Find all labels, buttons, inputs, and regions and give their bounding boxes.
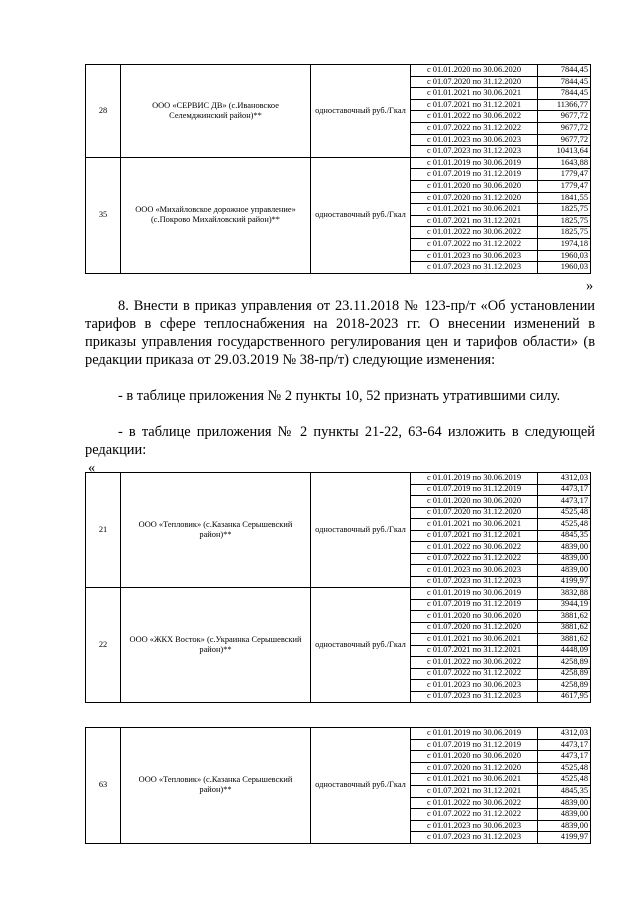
tariff-value-cell: 3832,88 [538,588,591,600]
period-cell: с 01.07.2021 по 31.12.2021 [411,785,538,797]
period-cell: с 01.01.2020 по 30.06.2020 [411,611,538,623]
organization-name: ООО «Михайловское дорожное управление» (с.Покрово Михайловский район)** [121,157,311,273]
tariff-value-cell: 4473,17 [538,751,591,763]
tariff-value-cell: 1779,47 [538,180,591,192]
tariff-value-cell: 4258,89 [538,657,591,669]
tariff-value-cell: 4839,00 [538,797,591,809]
tariff-type: одноставочный руб./Гкал [311,588,411,703]
period-cell: с 01.01.2023 по 30.06.2023 [411,565,538,577]
tariff-value-cell: 1841,55 [538,192,591,204]
tariff-value-cell: 1825,75 [538,215,591,227]
period-cell: с 01.01.2023 по 30.06.2023 [411,680,538,692]
tariff-value-cell: 1960,03 [538,262,591,274]
period-cell: с 01.01.2022 по 30.06.2022 [411,227,538,239]
period-cell: с 01.07.2023 по 31.12.2023 [411,832,538,844]
tariff-value-cell: 4312,03 [538,728,591,740]
tariff-row [86,728,591,740]
tariff-value-cell: 7844,45 [538,76,591,88]
period-cell: с 01.07.2019 по 31.12.2019 [411,599,538,611]
tariff-value-cell: 4845,35 [538,530,591,542]
tariff-value-cell: 4525,48 [538,507,591,519]
tariff-value-cell: 4258,89 [538,668,591,680]
period-cell: с 01.01.2019 по 30.06.2019 [411,157,538,169]
tariff-table-middle [85,472,591,703]
organization-name: ООО «Тепловик» (с.Казанка Серышевский район)** [121,473,311,588]
period-cell: с 01.07.2020 по 31.12.2020 [411,762,538,774]
tariff-table-top [85,64,591,274]
period-cell: с 01.01.2020 по 30.06.2020 [411,180,538,192]
tariff-value-cell: 9677,72 [538,122,591,134]
tariff-value-cell: 4839,00 [538,820,591,832]
tariff-row [86,157,591,169]
tariff-value-cell: 1825,75 [538,227,591,239]
period-cell: с 01.07.2022 по 31.12.2022 [411,238,538,250]
period-cell: с 01.07.2019 по 31.12.2019 [411,739,538,751]
period-cell: с 01.07.2020 по 31.12.2020 [411,507,538,519]
tariff-value-cell: 4617,95 [538,691,591,703]
tariff-value-cell: 3944,19 [538,599,591,611]
period-cell: с 01.07.2022 по 31.12.2022 [411,553,538,565]
tariff-value-cell: 4525,48 [538,519,591,531]
tariff-value-cell: 10413,64 [538,146,591,158]
period-cell: с 01.07.2023 по 31.12.2023 [411,576,538,588]
tariff-value-cell: 4312,03 [538,473,591,485]
item-number: 63 [86,728,121,844]
tariff-value-cell: 4839,00 [538,565,591,577]
tariff-value-cell: 4199,97 [538,576,591,588]
tariff-row [86,473,591,485]
tariff-value-cell: 4473,17 [538,739,591,751]
tariff-value-cell: 4448,09 [538,645,591,657]
period-cell: с 01.07.2021 по 31.12.2021 [411,215,538,227]
period-cell: с 01.01.2020 по 30.06.2020 [411,65,538,77]
period-cell: с 01.01.2021 по 30.06.2021 [411,519,538,531]
tariff-value-cell: 1960,03 [538,250,591,262]
bullet-1: - в таблице приложения № 2 пункты 10, 52 признать утратившими силу. [118,388,561,404]
tariff-value-cell: 3881,62 [538,622,591,634]
period-cell: с 01.07.2023 по 31.12.2023 [411,691,538,703]
period-cell: с 01.01.2022 по 30.06.2022 [411,797,538,809]
tariff-value-cell: 4525,48 [538,774,591,786]
period-cell: с 01.01.2022 по 30.06.2022 [411,657,538,669]
period-cell: с 01.01.2023 по 30.06.2023 [411,134,538,146]
period-cell: с 01.01.2021 по 30.06.2021 [411,204,538,216]
period-cell: с 01.07.2019 по 31.12.2019 [411,484,538,496]
period-cell: с 01.01.2021 по 30.06.2021 [411,774,538,786]
period-cell: с 01.01.2022 по 30.06.2022 [411,111,538,123]
bullet-2: - в таблице приложения № 2 пункты 21-22, 63-64 изложить в следующей редакции: [85,424,595,458]
period-cell: с 01.07.2020 по 31.12.2020 [411,76,538,88]
period-cell: с 01.01.2023 по 30.06.2023 [411,250,538,262]
opening-quote: « [88,460,96,476]
tariff-value-cell: 1825,75 [538,204,591,216]
period-cell: с 01.01.2023 по 30.06.2023 [411,820,538,832]
period-cell: с 01.07.2023 по 31.12.2023 [411,262,538,274]
period-cell: с 01.07.2020 по 31.12.2020 [411,192,538,204]
tariff-value-cell: 4525,48 [538,762,591,774]
tariff-value-cell: 9677,72 [538,111,591,123]
tariff-value-cell: 4839,00 [538,553,591,565]
tariff-value-cell: 3881,62 [538,634,591,646]
tariff-value-cell: 9677,72 [538,134,591,146]
tariff-type: одноставочный руб./Гкал [311,65,411,158]
period-cell: с 01.07.2021 по 31.12.2021 [411,99,538,111]
tariff-type: одноставочный руб./Гкал [311,473,411,588]
period-cell: с 01.01.2021 по 30.06.2021 [411,88,538,100]
tariff-value-cell: 1643,88 [538,157,591,169]
period-cell: с 01.07.2019 по 31.12.2019 [411,169,538,181]
period-cell: с 01.01.2020 по 30.06.2020 [411,496,538,508]
period-cell: с 01.01.2020 по 30.06.2020 [411,751,538,763]
period-cell: с 01.01.2019 по 30.06.2019 [411,588,538,600]
tariff-value-cell: 7844,45 [538,88,591,100]
period-cell: с 01.07.2022 по 31.12.2022 [411,122,538,134]
tariff-type: одноставочный руб./Гкал [311,157,411,273]
period-cell: с 01.07.2021 по 31.12.2021 [411,645,538,657]
tariff-value-cell: 1779,47 [538,169,591,181]
tariff-value-cell: 4845,35 [538,785,591,797]
tariff-value-cell: 7844,45 [538,65,591,77]
closing-quote: » [586,278,594,294]
tariff-value-cell: 11366,77 [538,99,591,111]
period-cell: с 01.01.2022 по 30.06.2022 [411,542,538,554]
period-cell: с 01.01.2019 по 30.06.2019 [411,728,538,740]
period-cell: с 01.07.2022 по 31.12.2022 [411,668,538,680]
tariff-row [86,588,591,600]
tariff-table-bottom [85,727,591,844]
organization-name: ООО «ЖКХ Восток» (с.Украинка Серышевский район)** [121,588,311,703]
organization-name: ООО «СЕРВИС ДВ» (с.Ивановское Селемджинский район)** [121,65,311,158]
period-cell: с 01.07.2023 по 31.12.2023 [411,146,538,158]
tariff-value-cell: 4839,00 [538,542,591,554]
period-cell: с 01.07.2020 по 31.12.2020 [411,622,538,634]
item-8-paragraph: 8. Внести в приказ управления от 23.11.2018 № 123-пр/т «Об установлении тарифов в сфере теплоснабжения на 2018-2023 гг. О внесении изменений в приказы управления государственного регулирования цен и тарифов области» (в редакции приказа от 29.03.2019 № 38-пр/т) следующие изменения: [85,298,595,368]
tariff-value-cell: 4199,97 [538,832,591,844]
period-cell: с 01.07.2021 по 31.12.2021 [411,530,538,542]
tariff-value-cell: 4258,89 [538,680,591,692]
item-number: 22 [86,588,121,703]
item-number: 21 [86,473,121,588]
tariff-value-cell: 4473,17 [538,484,591,496]
organization-name: ООО «Тепловик» (с.Казанка Серышевский район)** [121,728,311,844]
tariff-value-cell: 1974,18 [538,238,591,250]
tariff-row [86,65,591,77]
tariff-value-cell: 4839,00 [538,809,591,821]
item-number: 35 [86,157,121,273]
period-cell: с 01.01.2021 по 30.06.2021 [411,634,538,646]
item-number: 28 [86,65,121,158]
tariff-value-cell: 3881,62 [538,611,591,623]
period-cell: с 01.01.2019 по 30.06.2019 [411,473,538,485]
tariff-type: одноставочный руб./Гкал [311,728,411,844]
period-cell: с 01.07.2022 по 31.12.2022 [411,809,538,821]
tariff-value-cell: 4473,17 [538,496,591,508]
